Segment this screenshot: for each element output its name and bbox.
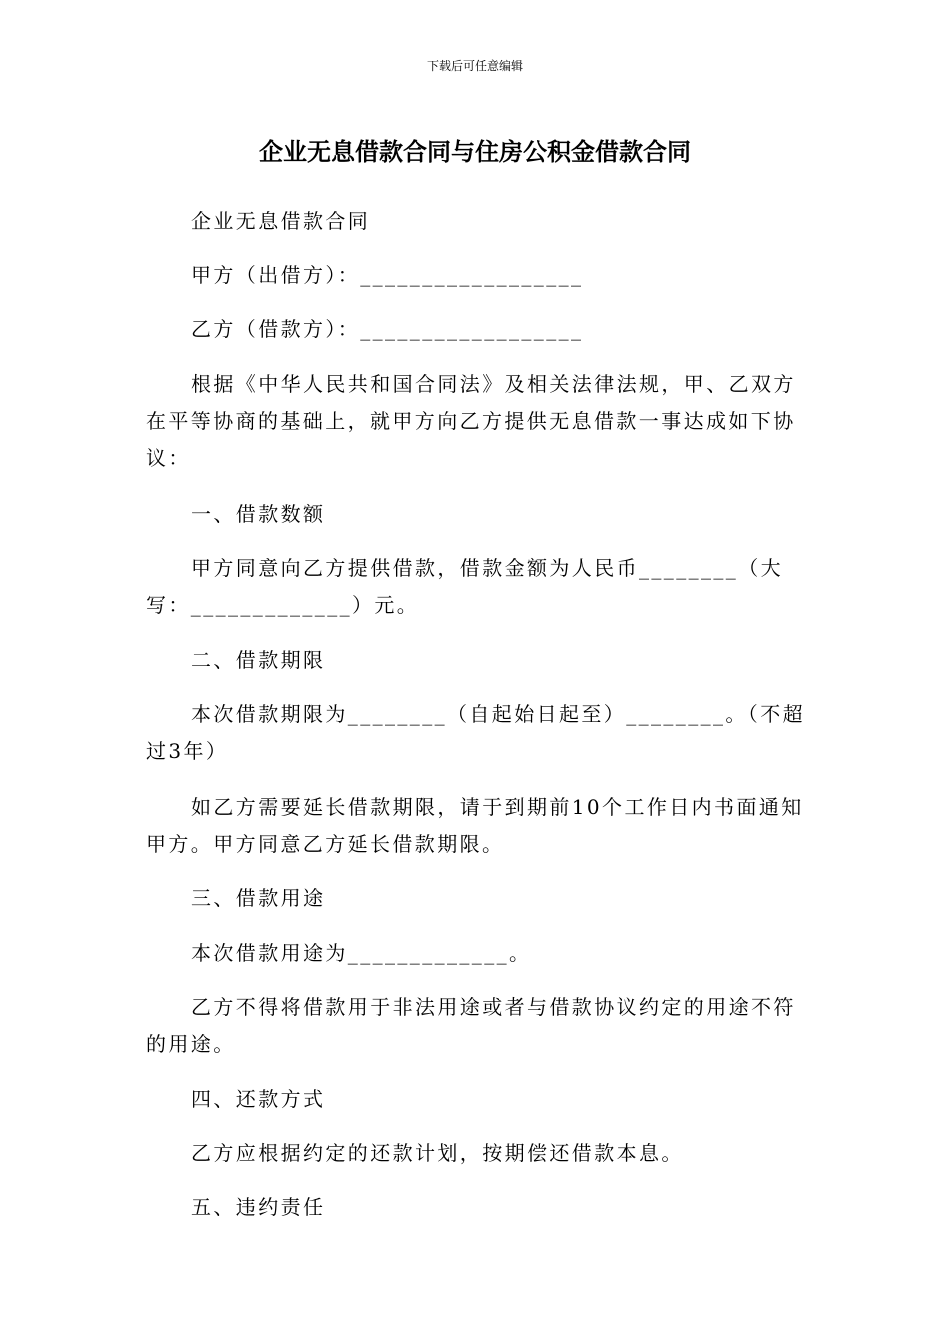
purpose-restriction-paragraph: 乙方不得将借款用于非法用途或者与借款协议约定的用途不符的用途。 xyxy=(146,995,796,1056)
party-b-line: 乙方（借款方）：__________________ xyxy=(191,317,584,341)
section-heading-purpose: 三、借款用途 xyxy=(191,886,326,910)
term-extension-paragraph: 如乙方需要延长借款期限，请于到期前10个工作日内书面通知甲方。甲方同意乙方延长借款期限。 xyxy=(146,795,804,856)
party-a-line: 甲方（出借方）：__________________ xyxy=(191,263,584,287)
section-heading-term: 二、借款期限 xyxy=(191,648,326,672)
section-heading-repayment: 四、还款方式 xyxy=(191,1087,326,1111)
header-note: 下载后可任意编辑 xyxy=(426,59,523,73)
loan-amount-paragraph: 甲方同意向乙方提供借款，借款金额为人民币________（大写：_____________）元。 xyxy=(146,556,783,617)
document-title: 企业无息借款合同与住房公积金借款合同 xyxy=(259,138,691,166)
repayment-paragraph: 乙方应根据约定的还款计划，按期偿还借款本息。 xyxy=(191,1141,684,1165)
section-heading-amount: 一、借款数额 xyxy=(191,502,326,526)
loan-term-paragraph: 本次借款期限为________（自起始日起至）________。（不超过3年） xyxy=(146,702,805,763)
preamble-paragraph: 根据《中华人民共和国合同法》及相关法律法规，甲、乙双方在平等协商的基础上，就甲方向乙方提供无息借款一事达成如下协议： xyxy=(146,372,796,470)
loan-purpose-paragraph: 本次借款用途为_____________。 xyxy=(191,941,532,965)
section-heading-liability: 五、违约责任 xyxy=(191,1195,326,1219)
contract-subtitle: 企业无息借款合同 xyxy=(191,209,371,233)
